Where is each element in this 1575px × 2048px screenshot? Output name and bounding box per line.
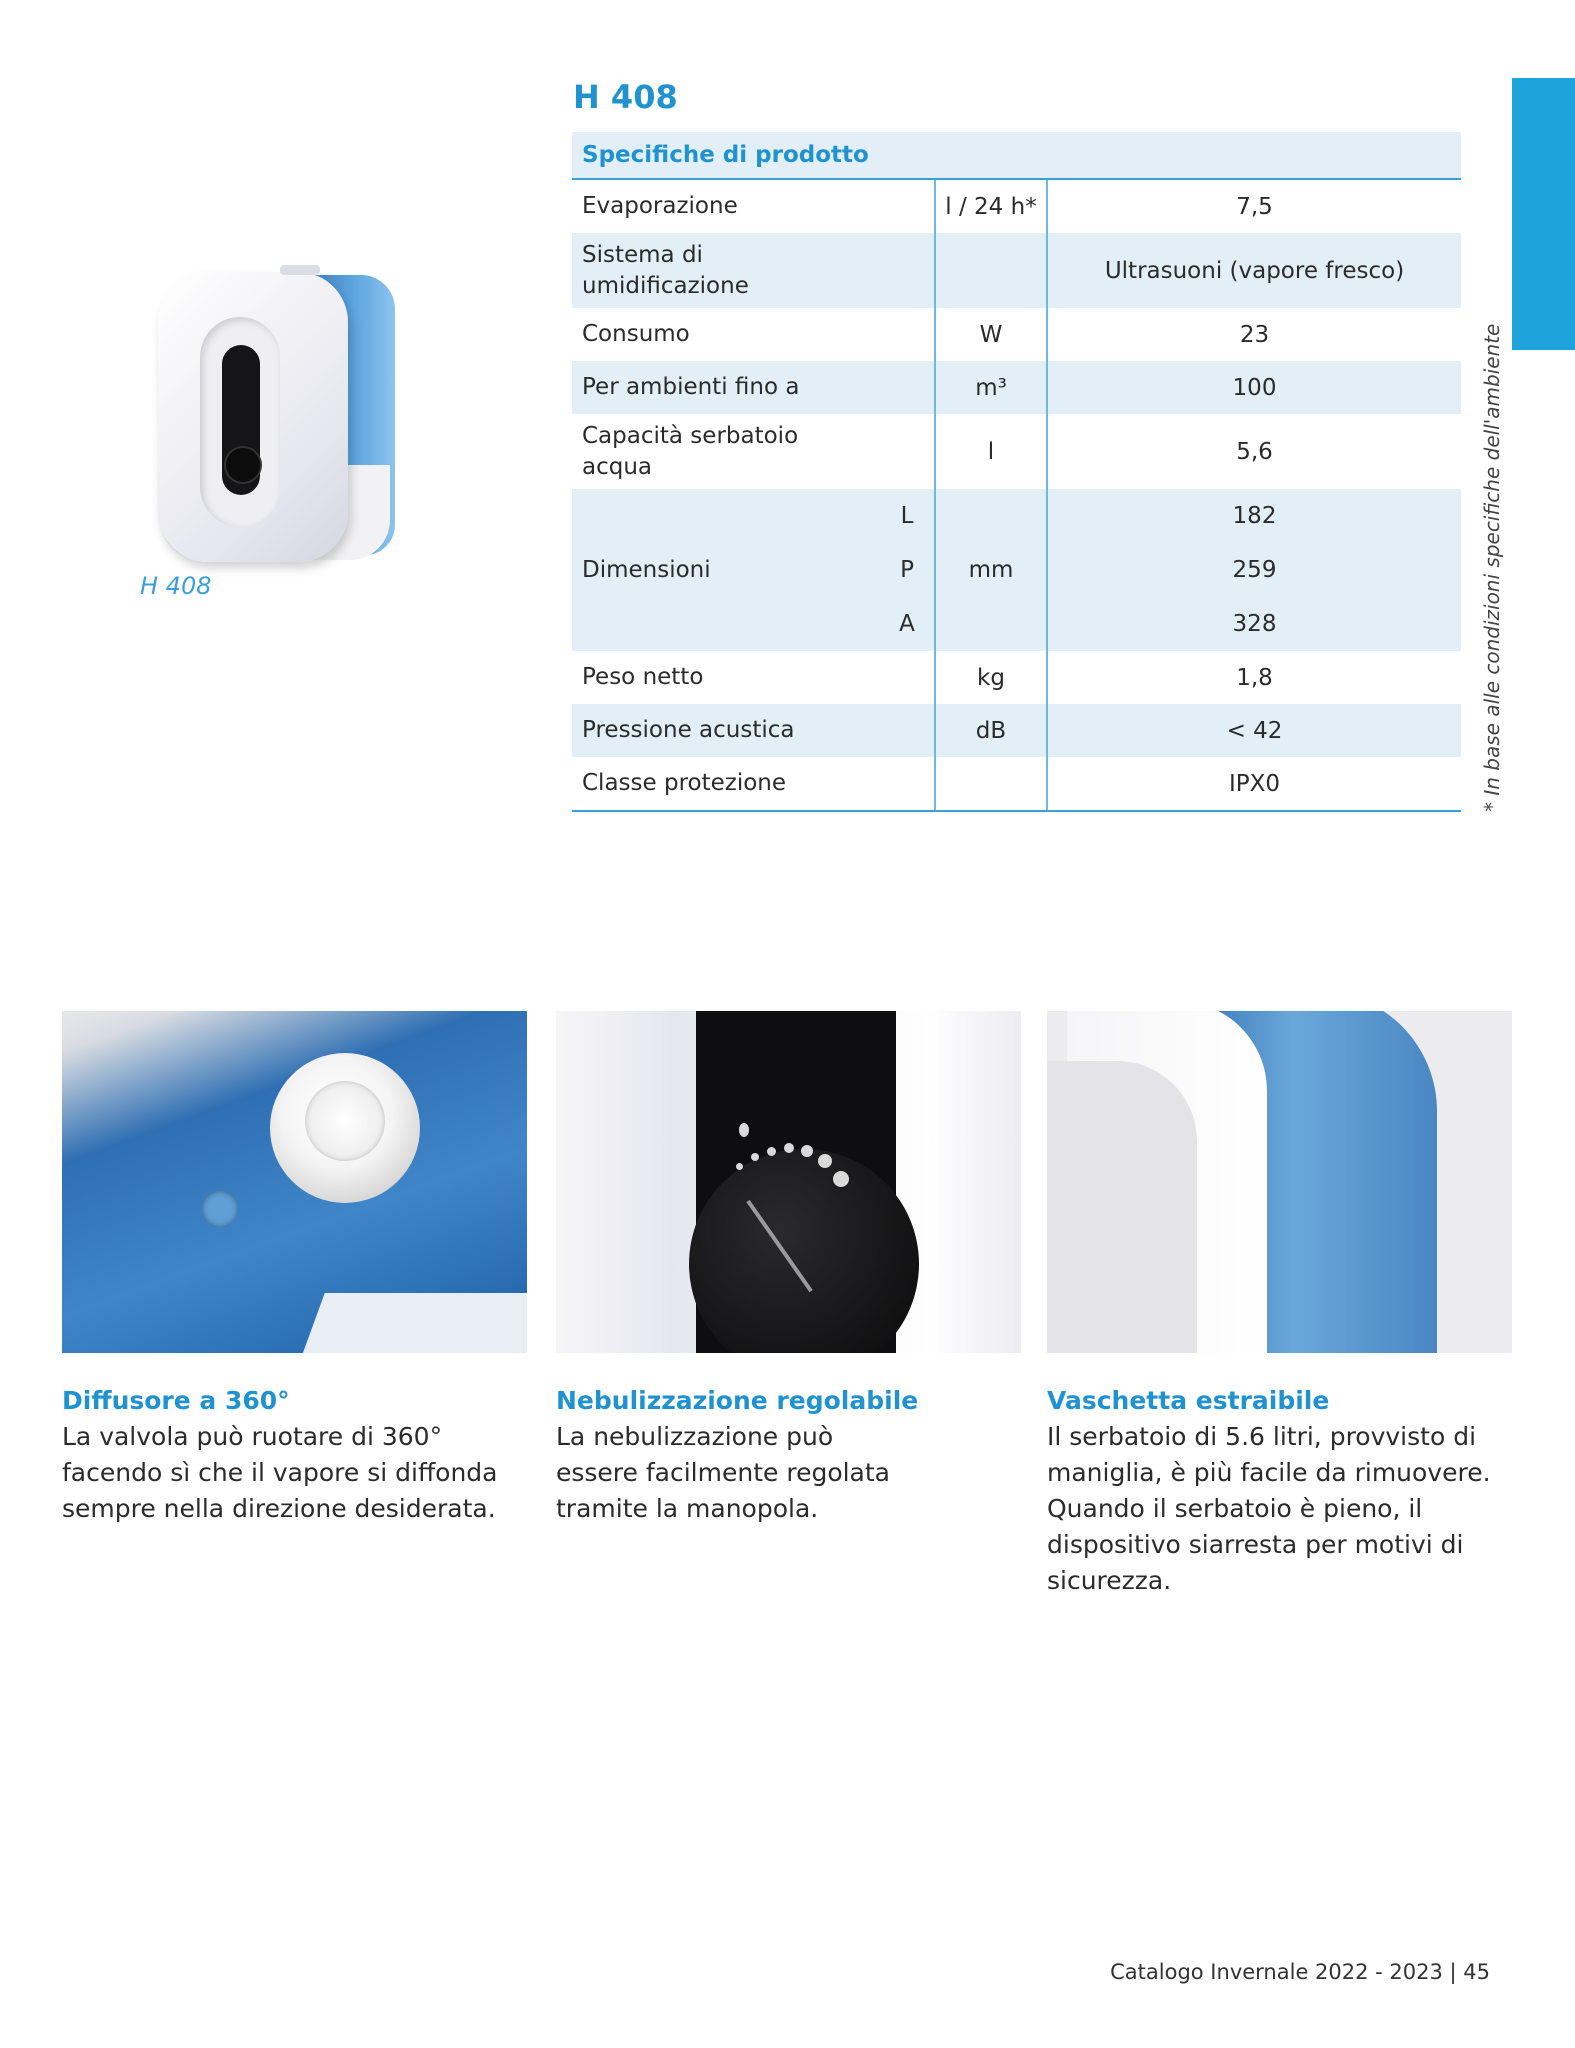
row-label — [572, 233, 936, 308]
row-label: Per ambienti fino a — [572, 361, 936, 414]
dimension-values — [1048, 489, 1461, 651]
spec-table — [572, 132, 1461, 812]
table-row — [572, 180, 1461, 233]
feature-nebulization — [556, 1383, 1026, 1527]
row-value: 23 — [1239, 321, 1270, 348]
dimension-value: 259 — [1232, 557, 1277, 583]
row-unit: mm — [936, 489, 1048, 651]
feature-text: La valvola può ruotare di 360° facendo sì che il vapore si diffonda sempre nella direzione desiderata. — [62, 1422, 498, 1523]
page-footer: Catalogo Invernale 2022 - 2023 | 45 — [1110, 1960, 1490, 1984]
table-row — [572, 757, 1461, 812]
row-label: Classe protezione — [572, 757, 936, 810]
dimension-sub-label: A — [899, 611, 915, 637]
dimension-sub-label: P — [900, 557, 914, 583]
feature-text: La nebulizzazione può essere facilmente regolata tramite la manopola. — [556, 1422, 890, 1523]
table-row — [572, 233, 1461, 308]
row-unit — [936, 757, 1048, 810]
row-unit — [936, 233, 1048, 308]
model-title: H 408 — [573, 78, 678, 116]
row-label: Peso netto — [572, 651, 936, 704]
product-image — [140, 250, 440, 580]
feature-text: Il serbatoio di 5.6 litri, provvisto di maniglia, è più facile da rimuovere. Quando il serbatoio è pieno, il dispositivo siarresta per motivi di sicurezza. — [1047, 1422, 1491, 1595]
side-tab — [1512, 78, 1575, 350]
feature-diffuser — [62, 1383, 532, 1527]
row-label — [572, 414, 936, 489]
dimensions-label: Dimensioni — [582, 557, 711, 583]
dimension-sub-label: L — [900, 503, 914, 529]
table-row — [572, 414, 1461, 489]
table-row — [572, 308, 1461, 361]
footnote: * In base alle condizioni specifiche dell'ambiente — [1480, 323, 1504, 812]
feature-title: Vaschetta estraibile — [1047, 1386, 1330, 1415]
image-caption: H 408 — [140, 572, 212, 600]
feature-title: Diffusore a 360° — [62, 1386, 290, 1415]
row-label: Pressione acustica — [572, 704, 936, 757]
row-label — [572, 489, 936, 651]
row-label-text: Capacità serbatoio acqua — [582, 422, 799, 480]
table-row — [572, 651, 1461, 704]
feature-title: Nebulizzazione regolabile — [556, 1386, 919, 1415]
row-value: 7,5 — [1236, 193, 1273, 220]
row-label: Consumo — [572, 308, 936, 361]
row-value: 5,6 — [1236, 438, 1273, 465]
spec-table-header: Specifiche di prodotto — [572, 132, 1461, 180]
row-unit: m³ — [936, 361, 1048, 414]
row-value: 100 — [1232, 374, 1277, 401]
row-value: Ultrasuoni (vapore fresco) — [1104, 257, 1405, 284]
row-unit: dB — [936, 704, 1048, 757]
row-unit: l / 24 h* — [936, 180, 1048, 233]
row-label: Evaporazione — [572, 180, 936, 233]
table-row — [572, 704, 1461, 757]
feature-photo-tank — [1047, 1011, 1512, 1353]
feature-photo-diffuser — [62, 1011, 527, 1353]
row-value: < 42 — [1226, 717, 1283, 744]
row-value: IPX0 — [1228, 770, 1281, 797]
feature-tank — [1047, 1383, 1517, 1599]
dimension-value: 328 — [1232, 611, 1277, 637]
row-value: 1,8 — [1236, 664, 1273, 691]
row-label-text: Sistema di umidificazione — [582, 241, 749, 299]
table-row — [572, 361, 1461, 414]
feature-photo-nebulization — [556, 1011, 1021, 1353]
table-row-dimensions — [572, 489, 1461, 651]
row-unit: l — [936, 414, 1048, 489]
row-unit: kg — [936, 651, 1048, 704]
row-unit: W — [936, 308, 1048, 361]
dimension-value: 182 — [1232, 503, 1277, 529]
